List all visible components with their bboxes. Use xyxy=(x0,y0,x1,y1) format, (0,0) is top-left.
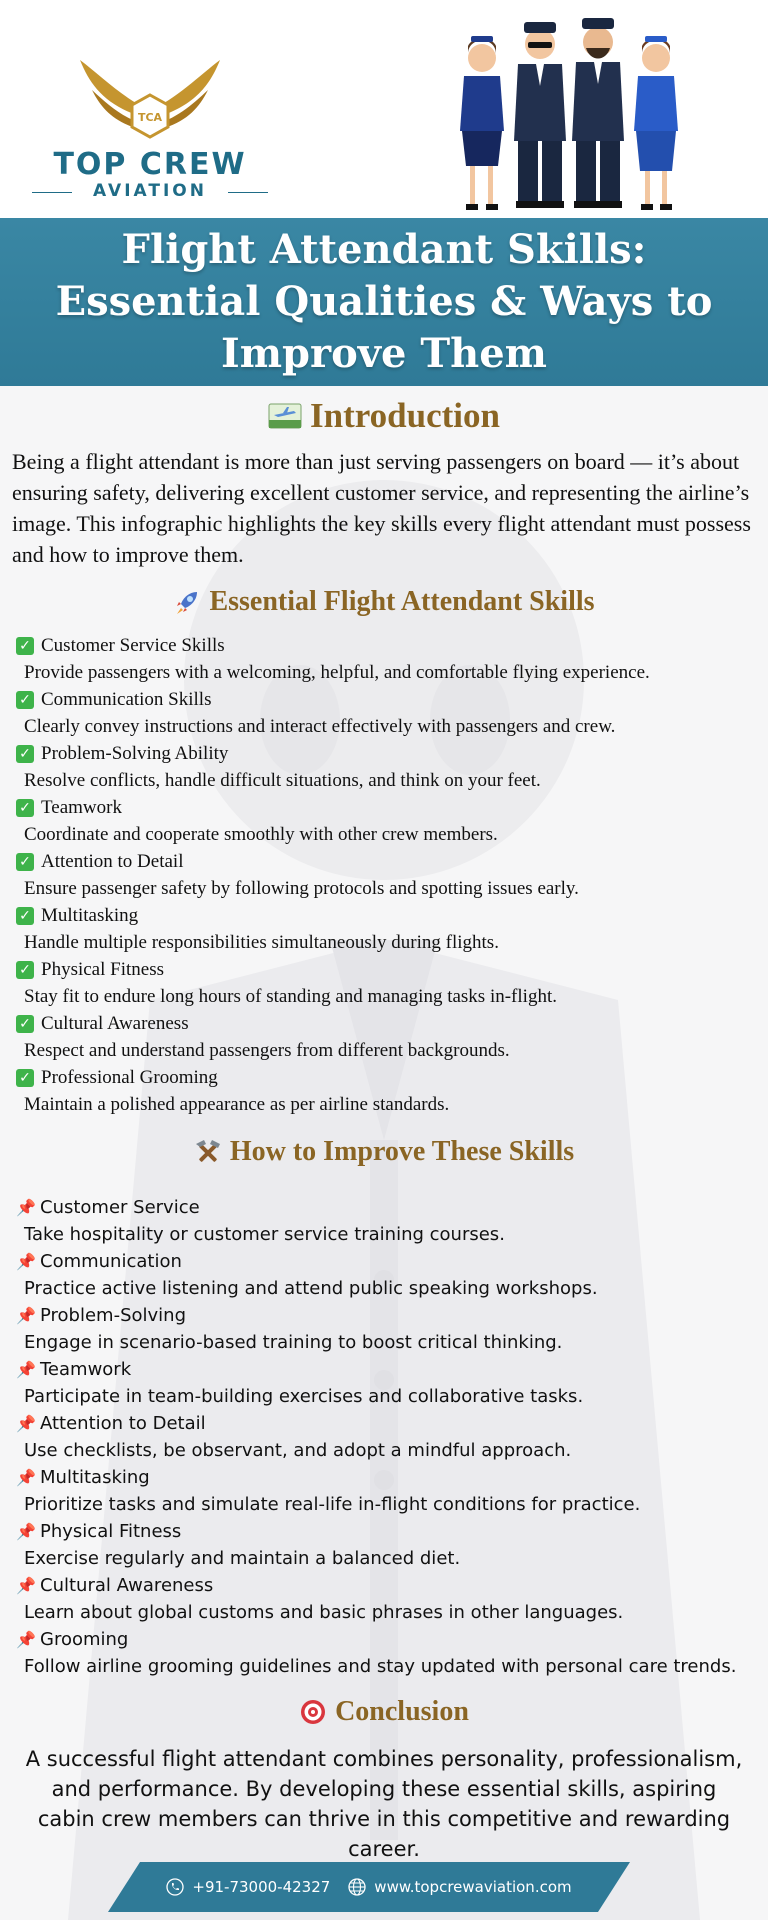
skill-name: Multitasking xyxy=(41,904,139,926)
list-item xyxy=(16,1194,766,1248)
list-item xyxy=(16,902,756,956)
pushpin-icon: 📌 xyxy=(16,1576,36,1595)
list-item xyxy=(16,740,756,794)
list-item xyxy=(16,632,756,686)
website-url: www.topcrewaviation.com xyxy=(374,1878,572,1896)
list-item xyxy=(16,1518,766,1572)
page-title: Flight Attendant Skills: Essential Qualities & Ways to Improve Them xyxy=(55,226,713,377)
list-item xyxy=(16,1626,766,1680)
check-icon: ✓ xyxy=(16,1069,34,1087)
check-icon: ✓ xyxy=(16,691,34,709)
pilot-right xyxy=(572,18,624,208)
list-item xyxy=(16,1410,766,1464)
skill-description: Resolve conflicts, handle difficult situations, and think on your feet. xyxy=(24,770,541,791)
rocket-icon xyxy=(173,588,201,616)
check-icon: ✓ xyxy=(16,907,34,925)
cabin-crew-illustration xyxy=(440,6,700,216)
list-item xyxy=(16,1010,756,1064)
brand-logo[interactable] xyxy=(30,55,270,205)
improve-skill-name: Problem-Solving xyxy=(40,1305,187,1326)
improve-skill-name: Customer Service xyxy=(40,1197,200,1218)
improve-list xyxy=(16,1194,766,1680)
intro-heading xyxy=(0,396,768,436)
improve-description: Participate in team-building exercises and collaborative tasks. xyxy=(24,1386,584,1407)
intro-title: Introduction xyxy=(310,396,500,435)
list-item xyxy=(16,1248,766,1302)
conclusion-title: Conclusion xyxy=(335,1696,469,1727)
check-icon: ✓ xyxy=(16,853,34,871)
skill-name: Attention to Detail xyxy=(41,850,184,872)
footer-phone[interactable] xyxy=(166,1878,330,1896)
skill-description: Stay fit to endure long hours of standing and managing tasks in-flight. xyxy=(24,986,557,1007)
brand-name-line2: AVIATION xyxy=(93,181,207,201)
attendant-female-right xyxy=(634,36,678,210)
skill-name: Communication Skills xyxy=(41,688,212,710)
header-area xyxy=(0,0,768,218)
pilot-left xyxy=(514,22,566,208)
improve-skill-name: Grooming xyxy=(40,1629,129,1650)
improve-description: Exercise regularly and maintain a balanced diet. xyxy=(24,1548,461,1569)
pushpin-icon: 📌 xyxy=(16,1252,36,1271)
wings-emblem-icon xyxy=(30,55,270,150)
improve-skill-name: Cultural Awareness xyxy=(40,1575,214,1596)
skills-heading xyxy=(0,586,768,618)
brand-name-line1: TOP CREW xyxy=(53,147,247,182)
pushpin-icon: 📌 xyxy=(16,1468,36,1487)
skill-description: Ensure passenger safety by following protocols and spotting issues early. xyxy=(24,878,579,899)
skill-name: Physical Fitness xyxy=(41,958,164,980)
conclusion-heading xyxy=(0,1696,768,1728)
target-icon xyxy=(299,1698,327,1726)
list-item xyxy=(16,1302,766,1356)
check-icon: ✓ xyxy=(16,637,34,655)
phone-number: +91-73000-42327 xyxy=(192,1878,331,1896)
skill-description: Clearly convey instructions and interact effectively with passengers and crew. xyxy=(24,716,616,737)
list-item xyxy=(16,1356,766,1410)
improve-title: How to Improve These Skills xyxy=(229,1136,575,1167)
skill-name: Problem-Solving Ability xyxy=(41,742,229,764)
skills-title: Essential Flight Attendant Skills xyxy=(209,586,595,617)
improve-heading xyxy=(0,1136,768,1168)
footer-website[interactable] xyxy=(348,1878,571,1896)
list-item xyxy=(16,1572,766,1626)
skill-name: Teamwork xyxy=(41,796,122,818)
skill-name: Professional Grooming xyxy=(41,1066,218,1088)
skill-description: Maintain a polished appearance as per airline standards. xyxy=(24,1094,450,1115)
pushpin-icon: 📌 xyxy=(16,1414,36,1433)
check-icon: ✓ xyxy=(16,745,34,763)
list-item xyxy=(16,1464,766,1518)
pushpin-icon: 📌 xyxy=(16,1630,36,1649)
skill-name: Customer Service Skills xyxy=(41,634,225,656)
title-banner xyxy=(0,218,768,386)
improve-description: Take hospitality or customer service training courses. xyxy=(24,1224,505,1245)
intro-text: Being a flight attendant is more than just serving passengers on board — it’s about ensuring safety, delivering excellent customer service, and representing the airline’s image. This infographic highlights the key skills every flight attendant must possess and how to improve them. xyxy=(12,449,751,567)
airplane-card-icon xyxy=(268,403,302,429)
skill-description: Coordinate and cooperate smoothly with other crew members. xyxy=(24,824,498,845)
improve-description: Practice active listening and attend public speaking workshops. xyxy=(24,1278,598,1299)
improve-description: Follow airline grooming guidelines and stay updated with personal care trends. xyxy=(24,1656,737,1677)
pushpin-icon: 📌 xyxy=(16,1198,36,1217)
list-item xyxy=(16,686,756,740)
improve-skill-name: Physical Fitness xyxy=(40,1521,182,1542)
pushpin-icon: 📌 xyxy=(16,1306,36,1325)
improve-skill-name: Attention to Detail xyxy=(40,1413,206,1434)
list-item xyxy=(16,1064,756,1118)
improve-skill-name: Multitasking xyxy=(40,1467,150,1488)
attendant-female-left xyxy=(460,36,504,210)
brand-divider-right xyxy=(228,192,268,193)
skill-description: Respect and understand passengers from different backgrounds. xyxy=(24,1040,510,1061)
check-icon: ✓ xyxy=(16,799,34,817)
improve-skill-name: Teamwork xyxy=(40,1359,132,1380)
phone-icon xyxy=(166,1878,184,1896)
check-icon: ✓ xyxy=(16,961,34,979)
check-icon: ✓ xyxy=(16,1015,34,1033)
improve-description: Engage in scenario-based training to boost critical thinking. xyxy=(24,1332,563,1353)
list-item xyxy=(16,956,756,1010)
improve-description: Prioritize tasks and simulate real-life in-flight conditions for practice. xyxy=(24,1494,641,1515)
hammer-pick-icon xyxy=(194,1138,222,1166)
list-item xyxy=(16,848,756,902)
skill-description: Provide passengers with a welcoming, helpful, and comfortable flying experience. xyxy=(24,662,650,683)
skills-list xyxy=(16,632,756,1118)
conclusion-text: A successful flight attendant combines personality, professionalism, and performance. By developing these essential skills, aspiring cabin crew members can thrive in this competitive and rewarding career. xyxy=(25,1747,743,1861)
pushpin-icon: 📌 xyxy=(16,1522,36,1541)
improve-description: Learn about global customs and basic phrases in other languages. xyxy=(24,1602,624,1623)
pushpin-icon: 📌 xyxy=(16,1360,36,1379)
skill-description: Handle multiple responsibilities simultaneously during flights. xyxy=(24,932,499,953)
skill-name: Cultural Awareness xyxy=(41,1012,189,1034)
improve-skill-name: Communication xyxy=(40,1251,182,1272)
improve-description: Use checklists, be observant, and adopt a mindful approach. xyxy=(24,1440,572,1461)
globe-icon xyxy=(348,1878,366,1896)
emblem-label: TCA xyxy=(137,111,163,124)
list-item xyxy=(16,794,756,848)
contact-footer xyxy=(108,1862,630,1912)
